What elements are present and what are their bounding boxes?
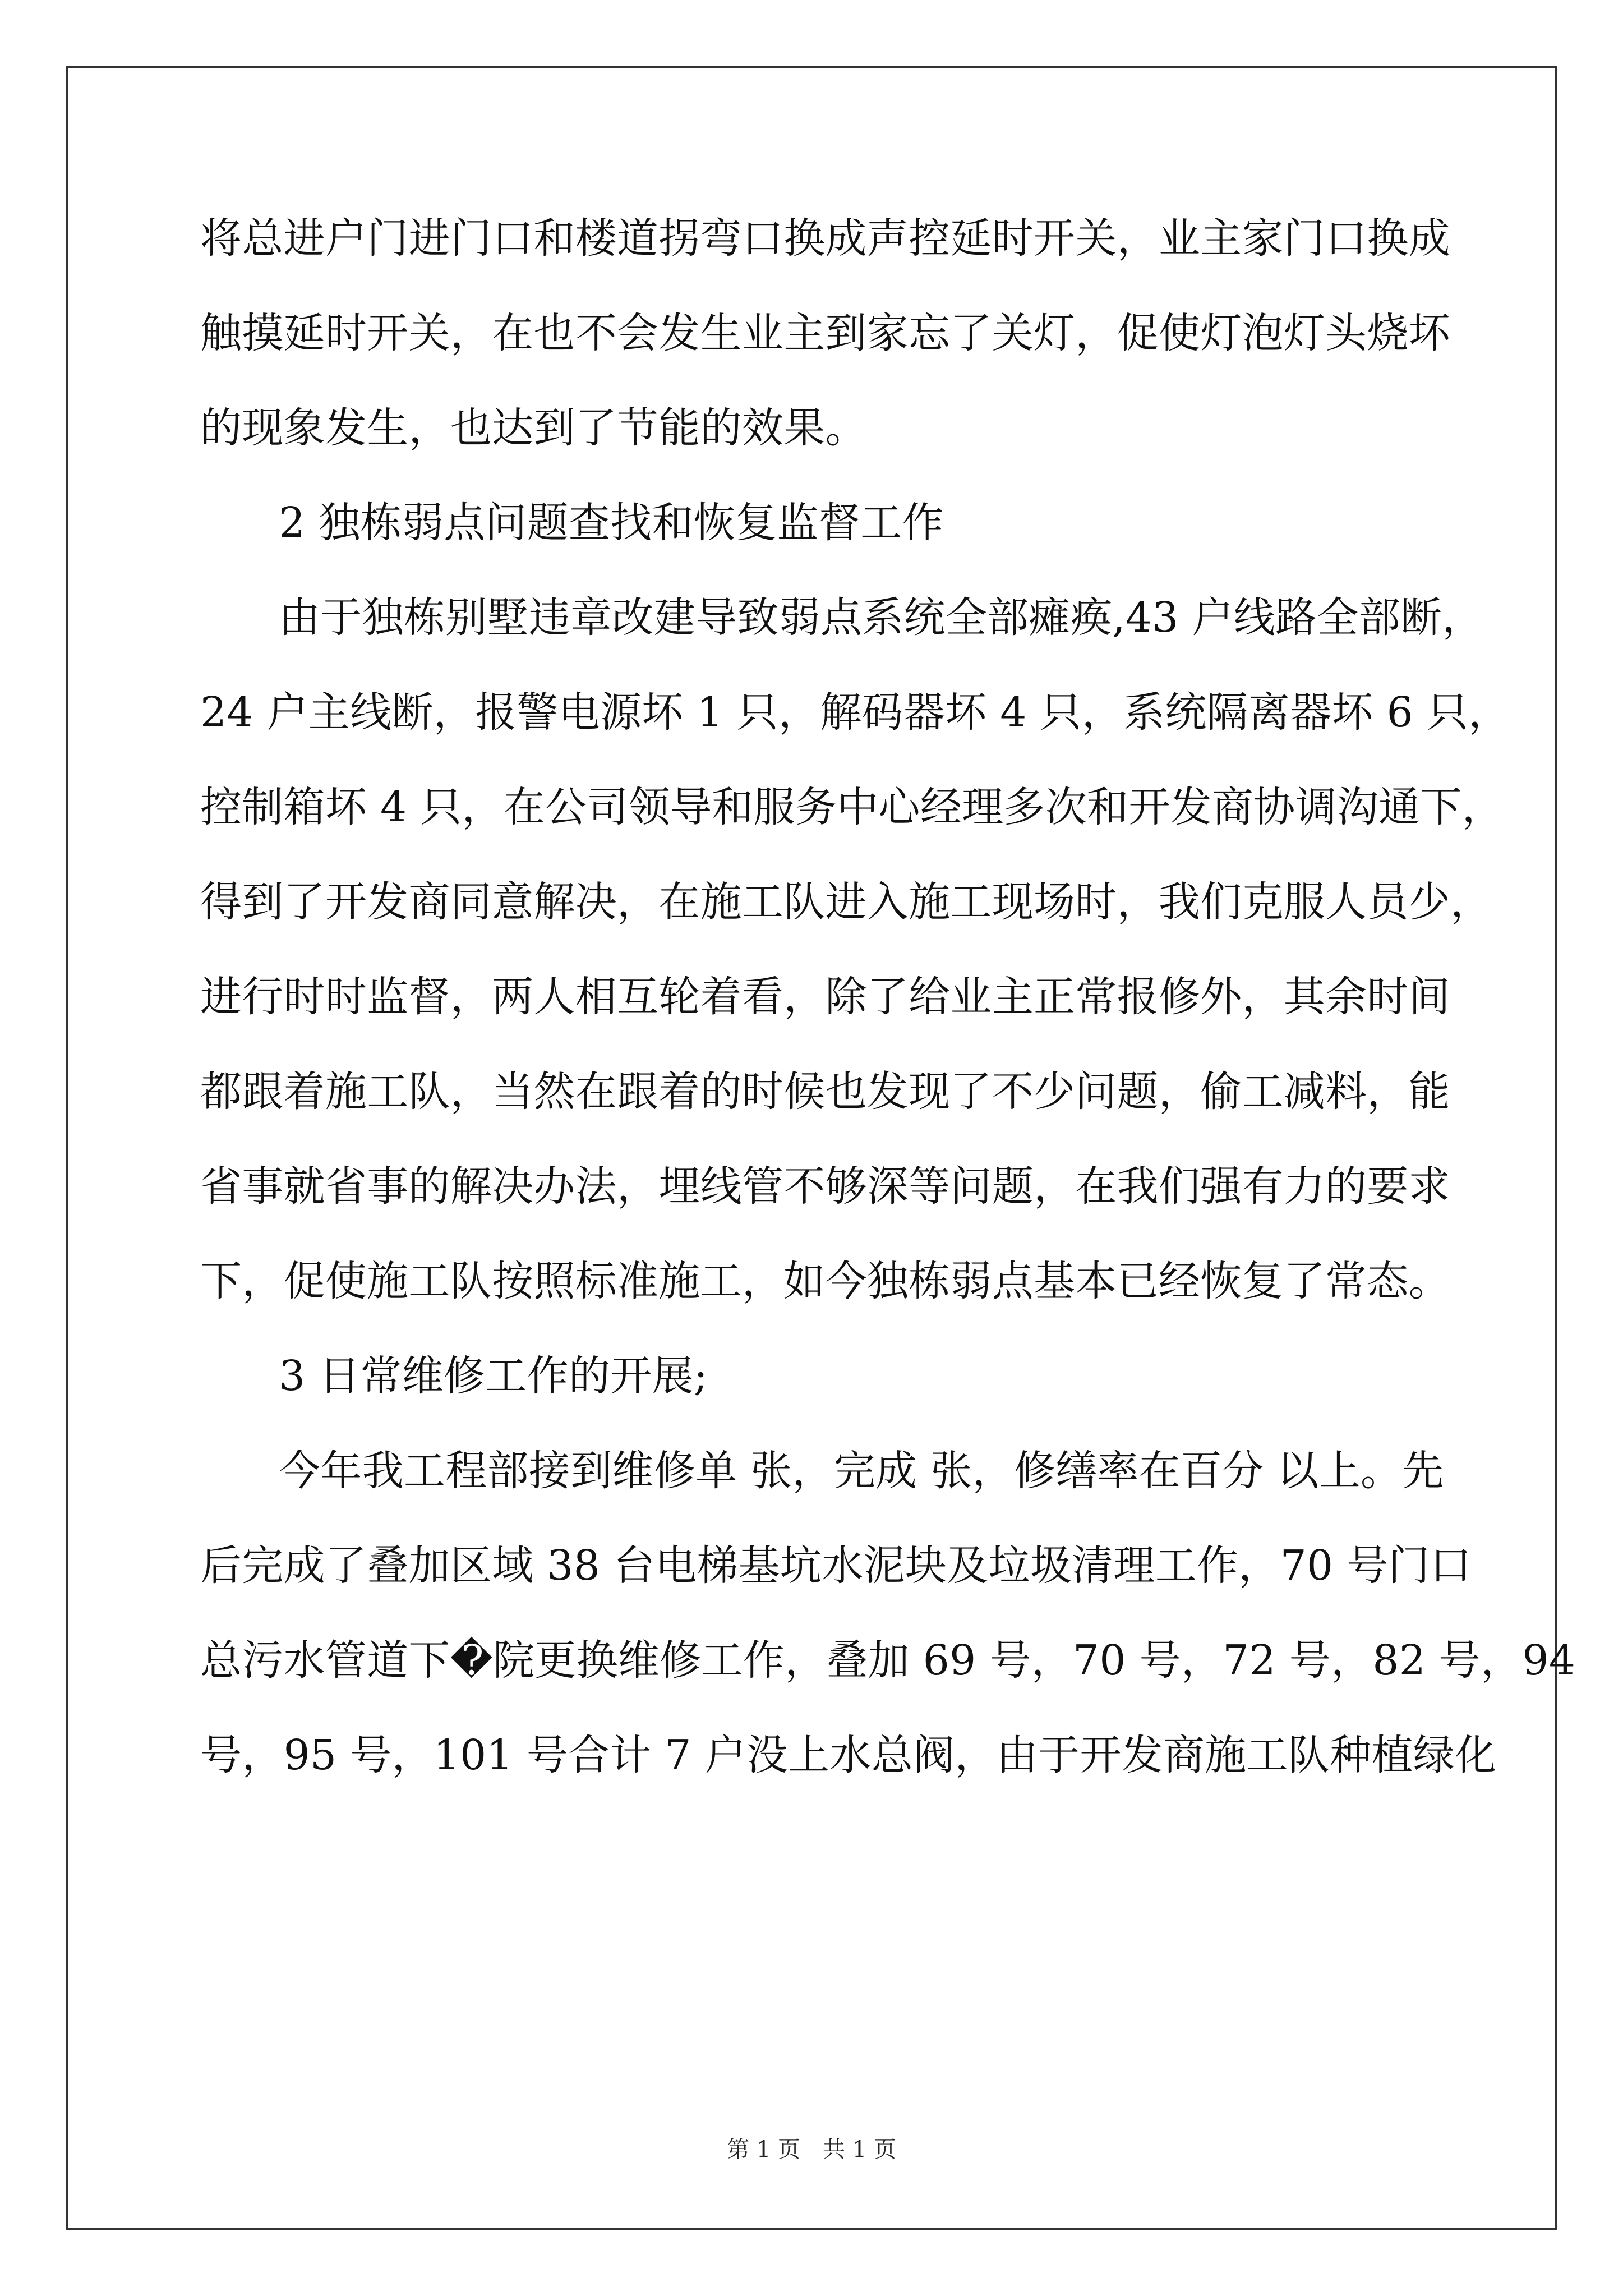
text-line: 进行时时监督，两人相互轮着看，除了给业主正常报修外，其余时间 (200, 973, 1450, 1021)
text-line: 总污水管道下�院更换维修工作，叠加 69 号，70 号，72 号，82 号，94 (200, 1636, 1576, 1685)
text-line: 都跟着施工队，当然在跟着的时候也发现了不少问题，偷工减料，能 (200, 1068, 1450, 1116)
text-line: 由于独栋别墅违章改建导致弱点系统全部瘫痪,43 户线路全部断， (279, 593, 1484, 642)
text-line: 的现象发生，也达到了节能的效果。 (200, 404, 867, 452)
text-line: 得到了开发商同意解决，在施工队进入施工现场时，我们克服人员少， (200, 878, 1492, 926)
text-line: 省事就省事的解决办法，埋线管不够深等问题，在我们强有力的要求 (200, 1162, 1450, 1211)
section-heading: 2 独栋弱点问题查找和恢复监督工作 (279, 499, 944, 547)
text-line: 下，促使施工队按照标准施工，如今独栋弱点基本已经恢复了常态。 (200, 1257, 1450, 1305)
text-line: 将总进户门进门口和楼道拐弯口换成声控延时开关，业主家门口换成 (200, 214, 1450, 263)
text-line: 今年我工程部接到维修单 张，完成 张，修缮率在百分 以上。先 (279, 1447, 1444, 1495)
page-footer: 第 1 页 共 1 页 (727, 2137, 896, 2162)
text-line: 24 户主线断，报警电源坏 1 只，解码器坏 4 只，系统隔离器坏 6 只， (200, 688, 1510, 737)
text-line: 号，95 号，101 号合计 7 户没上水总阀，由于开发商施工队种植绿化 (200, 1731, 1497, 1779)
page-border (66, 66, 1557, 2230)
text-line: 触摸延时开关，在也不会发生业主到家忘了关灯，促使灯泡灯头烧坏 (200, 309, 1450, 357)
text-line: 控制箱坏 4 只，在公司领导和服务中心经理多次和开发商协调沟通下， (200, 783, 1504, 831)
section-heading: 3 日常维修工作的开展; (279, 1352, 708, 1400)
text-line: 后完成了叠加区域 38 台电梯基坑水泥块及垃圾清理工作，70 号门口 (200, 1542, 1472, 1590)
